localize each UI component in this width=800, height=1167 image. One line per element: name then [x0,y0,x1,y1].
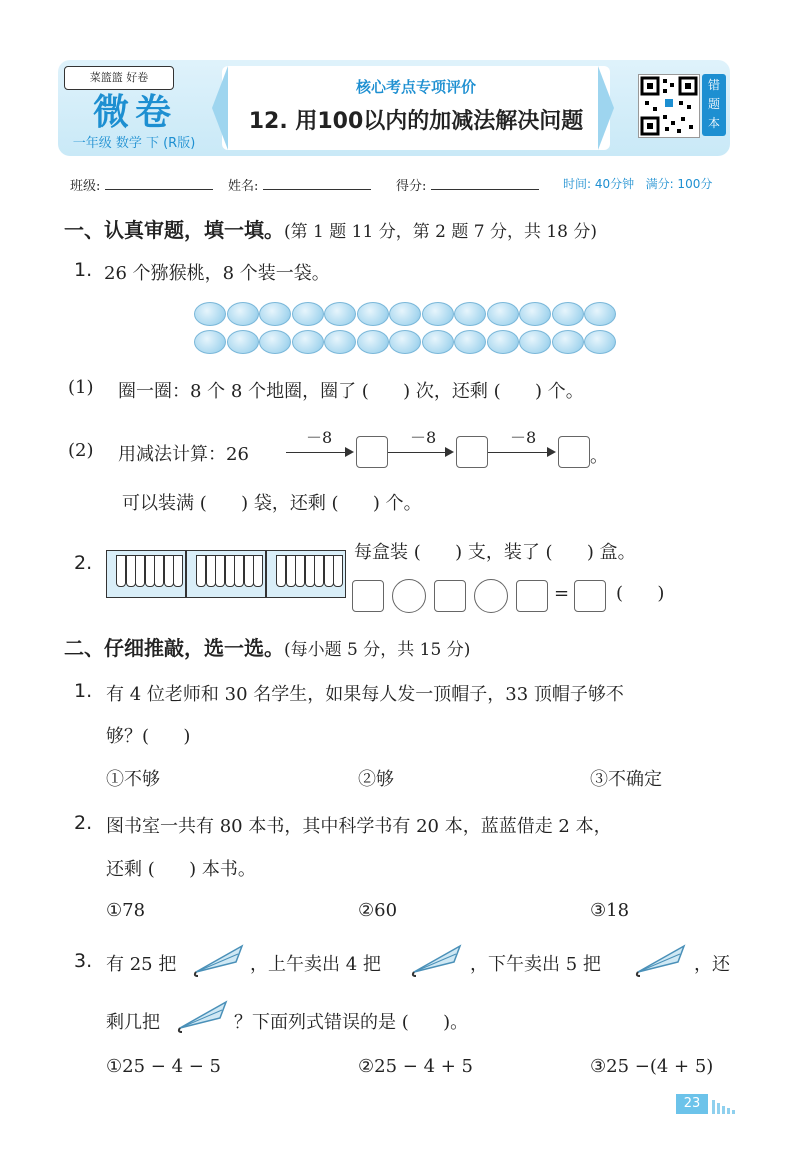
umbrella-icon [408,942,468,982]
brand-title: 微卷 [92,92,177,133]
page-number: 23 [676,1094,708,1114]
pencil-icon [135,555,145,587]
s2-q3-part1: 有 25 把 [106,954,177,975]
umbrella-icon [192,942,248,982]
pencil-icon [126,555,136,587]
s2-q3-number: 3. [74,950,93,972]
time-limit: 时间: 40分钟 满分: 100分 [563,177,713,191]
pencil-icon [314,555,324,587]
answer-box-2[interactable] [456,436,488,468]
s2-q1-option-3[interactable]: ③不确定 [590,769,662,790]
section2-heading: 二、仔细推敲，选一选。(每小题 5 分，共 15 分) [64,636,471,660]
pencil-icon [244,555,254,587]
eq-box-3[interactable] [516,580,548,612]
grade-label: 一年级 数学 下 (R版) [72,136,196,151]
unit-blank[interactable]: ( ) [616,583,665,604]
arrow-3-label: －8 [510,428,537,447]
answer-box-1[interactable] [356,436,388,468]
kiwi-icon [324,302,356,326]
kiwi-icon [487,330,519,354]
s1-q1-stem: 26 个猕猴桃，8 个装一袋。 [104,263,330,284]
kiwi-icon [292,330,324,354]
s2-q2-number: 2. [74,812,93,834]
s2-q2-line1: 图书室一共有 80 本书，其中科学书有 20 本，蓝蓝借走 2 本， [106,816,612,837]
deco-bar [722,1106,725,1114]
arrow-2-label: －8 [410,428,437,447]
deco-bar [712,1100,715,1114]
s2-q3-part3: ，下午卖出 5 把 [470,954,601,975]
page-title: 12. 用100以内的加减法解决问题 [248,109,584,134]
score-field[interactable] [396,175,539,194]
umbrella-icon [632,942,692,982]
answer-box-3[interactable] [558,436,590,468]
kiwi-icon [422,330,454,354]
s2-q3-option-2[interactable]: ②25 − 4 + 5 [358,1056,473,1077]
kiwi-icon [454,330,486,354]
deco-bar [727,1108,730,1114]
arrow-2 [388,452,452,453]
s2-q3-line2a: 剩几把 [106,1012,160,1033]
kiwi-icon [324,330,356,354]
brand-tag: 菜篮篮 好卷 [64,66,174,90]
kiwi-icon [584,330,616,354]
deco-bar [732,1110,735,1114]
s2-q3-part2: ，上午卖出 4 把 [250,954,381,975]
pencil-icon [286,555,296,587]
kiwi-icon [552,330,584,354]
period: 。 [590,446,608,467]
eq-box-result[interactable] [574,580,606,612]
kiwi-icon [454,302,486,326]
s2-q2-option-1[interactable]: ①78 [106,900,146,921]
umbrella-icon [174,998,234,1038]
kiwi-icon [552,302,584,326]
eq-box-1[interactable] [352,580,384,612]
s2-q3-option-1[interactable]: ①25 − 4 − 5 [106,1056,221,1077]
section2-points: (每小题 5 分，共 15 分) [284,640,471,660]
s2-q3-option-3[interactable]: ③25 −(4 + 5) [590,1056,714,1077]
section1-points: (第 1 题 11 分，第 2 题 7 分，共 18 分) [284,222,598,242]
pencil-icon [164,555,174,587]
kiwi-icon [194,302,226,326]
s2-q1-option-1[interactable]: ①不够 [106,769,160,790]
s2-q1-number: 1. [74,680,93,702]
kiwi-icon [422,302,454,326]
kiwi-icon [389,302,421,326]
kiwi-icon [584,302,616,326]
pencil-icon [324,555,334,587]
s1-q1-sub2-label: (2) [68,440,94,461]
s2-q2-option-3[interactable]: ③18 [590,900,630,921]
kiwi-icon [389,330,421,354]
pencil-icon [276,555,286,587]
s1-q1-sub1-label: (1) [68,377,94,398]
s1-q1-sub2-text: 用减法计算：26 [118,444,249,465]
class-label: 班级: [70,179,101,194]
kiwi-icon [519,302,551,326]
kiwi-icon [259,302,291,326]
class-field[interactable] [70,175,213,194]
eq-box-2[interactable] [434,580,466,612]
pencil-icon [305,555,315,587]
pencil-icon [225,555,235,587]
pencil-icon [295,555,305,587]
equals-sign: = [554,583,570,604]
class-blank[interactable] [105,177,213,190]
kiwi-icon [259,330,291,354]
pencil-icon [116,555,126,587]
subtitle: 核心考点专项评价 [355,78,476,96]
eq-circle-1[interactable] [392,579,426,613]
s1-q1-sub1-text[interactable]: 圈一圈：8 个 8 个地圈，圈了 ( ) 次，还剩 ( ) 个。 [118,381,584,402]
arrow-1-label: －8 [306,428,333,447]
qr-code-icon[interactable] [638,74,700,138]
section1-heading: 一、认真审题，填一填。(第 1 题 11 分，第 2 题 7 分，共 18 分) [64,218,598,242]
error-book-label: 错题本 [702,74,726,136]
s2-q1-line1: 有 4 位老师和 30 名学生，如果每人发一顶帽子，33 顶帽子够不 [106,684,624,705]
score-blank[interactable] [431,177,539,190]
kiwi-icon [194,330,226,354]
pencil-icon [154,555,164,587]
pencil-icon [253,555,263,587]
pencil-icon [145,555,155,587]
kiwi-icon [519,330,551,354]
s2-q2-line2[interactable]: 还剩 ( ) 本书。 [106,859,256,880]
kiwi-icon [487,302,519,326]
s2-q1-option-2[interactable]: ②够 [358,769,394,790]
kiwi-icon [292,302,324,326]
s2-q2-option-2[interactable]: ②60 [358,900,398,921]
pencil-icon [196,555,206,587]
name-blank[interactable] [263,177,371,190]
eq-circle-2[interactable] [474,579,508,613]
arrow-1 [286,452,352,453]
s2-q3-line2b[interactable]: ？下面列式错误的是 ( )。 [234,1012,469,1033]
s1-q1-number: 1. [74,259,93,281]
s2-q3-part4: ，还 [694,954,730,975]
pencil-icon [215,555,225,587]
kiwi-icon [227,330,259,354]
kiwi-icon [357,302,389,326]
s2-q1-line2[interactable]: 够？( ) [106,726,191,747]
s1-q2-number: 2. [74,552,93,574]
kiwi-icon [357,330,389,354]
arrow-3 [488,452,554,453]
pencil-icon [206,555,216,587]
s1-q1-sub2-line2[interactable]: 可以装满 ( ) 袋，还剩 ( ) 个。 [122,493,422,514]
kiwi-icon [227,302,259,326]
pencil-icon [234,555,244,587]
pencil-icon [173,555,183,587]
s1-q2-line1[interactable]: 每盒装 ( ) 支，装了 ( ) 盒。 [354,542,636,563]
score-label: 得分: [396,179,427,194]
pencil-icon [333,555,343,587]
name-label: 姓名: [228,179,259,194]
name-field[interactable] [228,175,371,194]
deco-bar [717,1103,720,1114]
